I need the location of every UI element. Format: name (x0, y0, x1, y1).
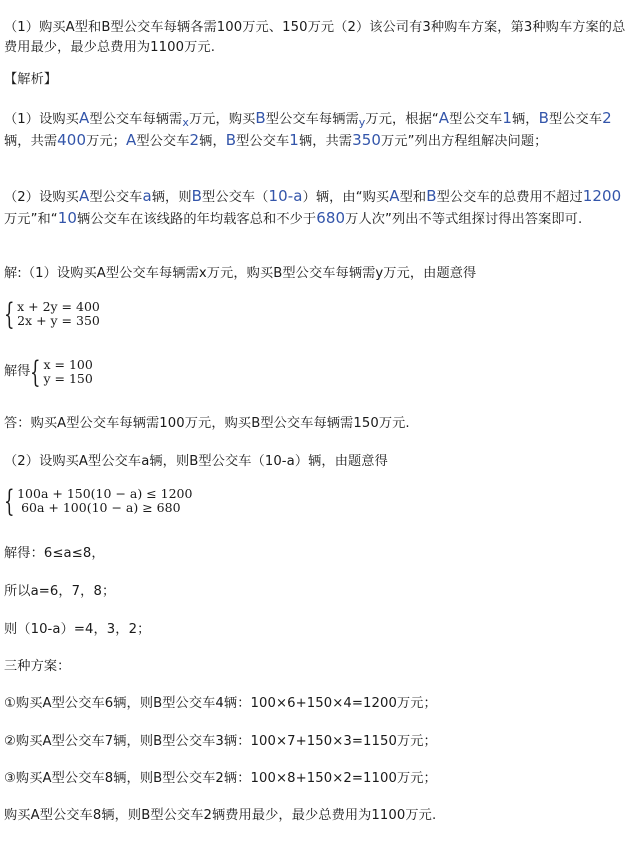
a2-text: （2）设购买 (4, 190, 79, 205)
a1-text: 型公交车 (449, 112, 503, 127)
a1-var: y (358, 116, 366, 129)
a2-num: 1200 (582, 187, 622, 205)
plan-1: ①购买A型公交车6辆，则B型公交车4辆：100×6+150×4=1200万元； (4, 696, 437, 711)
plan-2: ②购买A型公交车7辆，则B型公交车3辆：100×7+150×3=1150万元； (4, 734, 437, 749)
a2-var: B (191, 187, 203, 205)
a2-text: 型公交车 (89, 190, 143, 205)
a1-text: （1）设购买 (4, 112, 79, 127)
a1-num: 350 (352, 131, 382, 149)
a2-expr: 10-a (268, 187, 303, 205)
a1-text: 万元，购买 (188, 112, 256, 127)
inequality: 60a + 100(10 − a) ≥ 680 (17, 500, 181, 515)
a1-text: 型公交车 (548, 112, 603, 127)
solved-label: 解得 (4, 364, 31, 379)
brace-glyph: { (30, 355, 41, 390)
a1-num: 1 (289, 131, 299, 149)
a1-text: 辆， (199, 134, 226, 149)
solution-1-intro: 解:（1）设购买A型公交车每辆需x万元，购买B型公交车每辆需y万元，由题意得 (4, 266, 477, 281)
a2-text: 型公交车（ (202, 190, 269, 205)
analysis-part-2 (4, 186, 628, 230)
equation: x = 100 (43, 357, 93, 372)
conclusion: 购买A型公交车8辆，则B型公交车2辆费用最少，最少总费用为1100万元. (4, 808, 437, 823)
a2-text: 万元”和“ (4, 212, 58, 227)
a1-num: 2 (189, 131, 200, 149)
plans-heading: 三种方案： (4, 659, 71, 674)
a1-text: 辆，共需 (298, 134, 353, 149)
a2-text: ）辆，由“购买 (302, 190, 390, 205)
a2-var: B (426, 187, 437, 205)
a1-text: 辆，共需 (4, 134, 58, 149)
equation: 2x + y = 350 (17, 313, 100, 328)
solution-1-result (4, 355, 93, 390)
inequality: 100a + 150(10 − a) ≤ 1200 (17, 486, 193, 501)
equation-system-1 (4, 297, 100, 332)
a2-text: 辆公交车在该线路的年均载客总和不少于 (77, 212, 317, 227)
analysis-part-1 (4, 108, 628, 152)
a1-text: 型公交车 (236, 134, 290, 149)
a1-var: A (438, 109, 450, 127)
a1-text: 型公交车每辆需 (89, 112, 183, 127)
inequality-system (4, 484, 193, 519)
brace-glyph: { (4, 484, 15, 519)
equation: y = 150 (43, 371, 93, 386)
a2-num: 680 (316, 209, 346, 227)
a2-var: A (389, 187, 400, 205)
a1-var: B (255, 109, 266, 127)
analysis-heading: 【解析】 (4, 72, 58, 87)
b-values: 则（10-a）=4，3，2； (4, 622, 151, 637)
a2-text: 型和 (399, 190, 427, 205)
a-values: 所以a=6，7，8； (4, 584, 116, 599)
a2-var: a (142, 187, 152, 205)
a1-text: 万元”列出方程组解决问题； (381, 134, 548, 149)
a1-text: 辆， (511, 112, 539, 127)
a1-var: A (125, 131, 137, 149)
a1-num: 1 (502, 109, 512, 127)
brace-glyph: { (4, 297, 15, 332)
a1-var: B (225, 131, 237, 149)
solution-2-intro: （2）设购买A型公交车a辆，则B型公交车（10-a）辆，由题意得 (4, 454, 388, 469)
answer-1: 答：购买A型公交车每辆需100万元，购买B型公交车每辆需150万元. (4, 416, 410, 431)
solve-range: 解得：6≤a≤8， (4, 546, 105, 561)
a1-text: 万元； (86, 134, 126, 149)
equation: x + 2y = 400 (17, 299, 100, 314)
a2-text: 万人次”列出不等式组探讨得出答案即可. (345, 212, 583, 227)
a1-var: A (78, 109, 90, 127)
a2-text: 辆，则 (151, 190, 192, 205)
plan-3: ③购买A型公交车8辆，则B型公交车2辆：100×8+150×2=1100万元； (4, 771, 437, 786)
a1-num: 2 (602, 109, 612, 127)
answer-summary: （1）购买A型和B型公交车每辆各需100万元、150万元（2）该公司有3种购车方案，第3种购车方案的总费用最少，最少总费用为1100万元. (4, 20, 626, 55)
a1-text: 万元，根据“ (365, 112, 439, 127)
a1-text: 型公交车 (136, 134, 190, 149)
a1-num: 400 (57, 131, 87, 149)
a2-var: A (78, 187, 90, 205)
a1-var: x (182, 116, 189, 129)
a2-text: 型公交车的总费用不超过 (436, 190, 583, 205)
a2-num: 10 (57, 209, 78, 227)
a1-var: B (538, 109, 549, 127)
a1-text: 型公交车每辆需 (265, 112, 359, 127)
